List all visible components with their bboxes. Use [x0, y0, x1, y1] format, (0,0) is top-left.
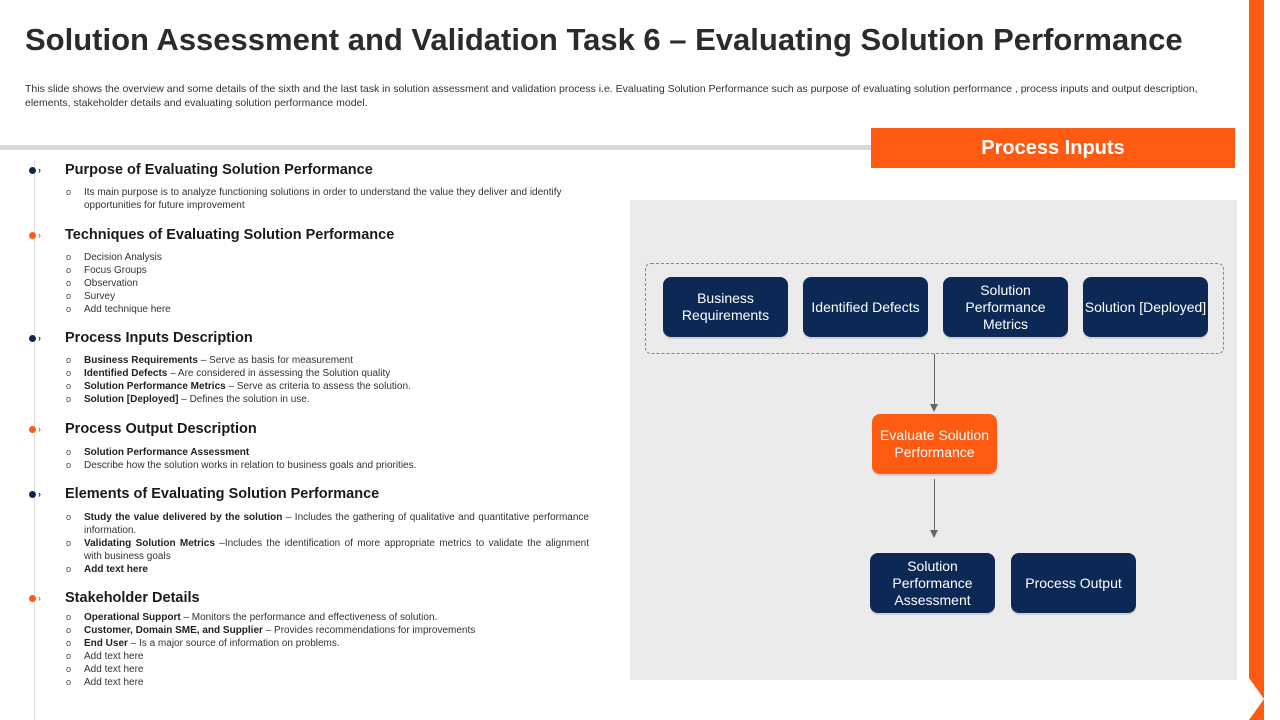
- input-node-business-requirements: Business Requirements: [663, 277, 788, 337]
- marker-dot: [29, 232, 36, 239]
- marker-chevron-icon: ›: [38, 165, 41, 175]
- arrow-down-icon: [930, 404, 938, 412]
- section-marker-icon: [29, 166, 43, 176]
- input-node-solution-deployed: Solution [Deployed]: [1083, 277, 1208, 337]
- section-list: [66, 611, 589, 689]
- process-inputs-banner: Process Inputs: [871, 128, 1235, 168]
- bullet-icon: o: [66, 612, 72, 622]
- bullet-icon: o: [66, 381, 72, 391]
- list-item: o Its main purpose is to analyze functioning solutions in order to understand the value they deliver and identify opportunities for future improvement: [66, 187, 562, 211]
- section-list: [66, 186, 589, 212]
- process-node-evaluate: Evaluate Solution Performance: [872, 414, 997, 474]
- list-item: o Validating Solution Metrics –Includes the identification of more appropriate metrics to validate the alignment with business goals: [66, 538, 589, 562]
- section-marker-icon: [29, 594, 43, 604]
- list-item: o Add text here: [66, 564, 148, 575]
- bullet-icon: o: [66, 394, 72, 404]
- section-list: [66, 511, 589, 576]
- bullet-icon: o: [66, 638, 72, 648]
- section-marker-icon: [29, 231, 43, 241]
- output-node-solution-performance-assessment: Solution Performance Assessment: [870, 553, 995, 613]
- right-accent-bar: [1249, 0, 1264, 720]
- section-heading: Stakeholder Details: [65, 590, 200, 606]
- marker-dot: [29, 335, 36, 342]
- input-node-solution-performance-metrics: Solution Performance Metrics: [943, 277, 1068, 337]
- list-item: o Solution Performance Assessment: [66, 447, 250, 458]
- list-item: o Identified Defects – Are considered in assessing the Solution quality: [66, 368, 391, 379]
- marker-chevron-icon: ›: [38, 489, 41, 499]
- bullet-icon: o: [66, 187, 72, 197]
- list-item: o Observation: [66, 278, 138, 289]
- section-heading: Process Output Description: [65, 421, 257, 437]
- connector-line: [934, 354, 935, 404]
- output-node-process-output: Process Output: [1011, 553, 1136, 613]
- section-list: [66, 251, 589, 316]
- bullet-icon: o: [66, 355, 72, 365]
- list-item: o Solution Performance Metrics – Serve as criteria to assess the solution.: [66, 381, 411, 392]
- bullet-icon: o: [66, 460, 72, 470]
- section-list: [66, 354, 589, 406]
- bullet-icon: o: [66, 677, 72, 687]
- list-item: o Add technique here: [66, 304, 171, 315]
- list-item: o Describe how the solution works in relation to business goals and priorities.: [66, 460, 417, 471]
- bullet-icon: o: [66, 651, 72, 661]
- section-marker-icon: [29, 490, 43, 500]
- bullet-icon: o: [66, 512, 72, 522]
- section-heading: Techniques of Evaluating Solution Performance: [65, 227, 395, 243]
- bullet-icon: o: [66, 278, 72, 288]
- bullet-icon: o: [66, 265, 72, 275]
- bullet-icon: o: [66, 625, 72, 635]
- section-heading: Elements of Evaluating Solution Performance: [65, 486, 380, 502]
- bullet-icon: o: [66, 564, 72, 574]
- list-item: o Focus Groups: [66, 265, 147, 276]
- bullet-icon: o: [66, 304, 72, 314]
- bullet-icon: o: [66, 368, 72, 378]
- timeline-line: [34, 160, 35, 720]
- bullet-icon: o: [66, 291, 72, 301]
- arrow-down-icon: [930, 530, 938, 538]
- header-divider: [0, 145, 871, 150]
- list-item: o Business Requirements – Serve as basis for measurement: [66, 355, 354, 366]
- marker-chevron-icon: ›: [38, 593, 41, 603]
- bullet-icon: o: [66, 664, 72, 674]
- corner-chevron-icon: [1249, 678, 1264, 720]
- section-list: [66, 446, 589, 472]
- connector-line: [934, 479, 935, 530]
- list-item: o Decision Analysis: [66, 252, 162, 263]
- list-item: o Solution [Deployed] – Defines the solution in use.: [66, 394, 310, 405]
- list-item: o Add text here: [66, 664, 144, 675]
- list-item: o Operational Support – Monitors the performance and effectiveness of solution.: [66, 612, 438, 623]
- marker-dot: [29, 491, 36, 498]
- section-heading: Purpose of Evaluating Solution Performance: [65, 162, 373, 178]
- marker-dot: [29, 595, 36, 602]
- bullet-icon: o: [66, 447, 72, 457]
- page-title: Solution Assessment and Validation Task 6 – Evaluating Solution Performance: [25, 22, 1183, 57]
- list-item: o End User – Is a major source of information on problems.: [66, 638, 340, 649]
- section-marker-icon: [29, 425, 43, 435]
- list-item: o Add text here: [66, 677, 144, 688]
- section-heading: Process Inputs Description: [65, 330, 253, 346]
- page-subtitle: This slide shows the overview and some details of the sixth and the last task in solution assessment and validation process i.e. Evaluating Solution Performance such as purpose of evaluating solution performance , process inputs and output description, elements, stakeholder details and evaluating solution performance model.: [25, 83, 1198, 109]
- input-node-identified-defects: Identified Defects: [803, 277, 928, 337]
- marker-chevron-icon: ›: [38, 424, 41, 434]
- list-item: o Customer, Domain SME, and Supplier – Provides recommendations for improvements: [66, 625, 476, 636]
- list-item: o Survey: [66, 291, 116, 302]
- bullet-icon: o: [66, 252, 72, 262]
- marker-dot: [29, 426, 36, 433]
- section-marker-icon: [29, 334, 43, 344]
- marker-chevron-icon: ›: [38, 230, 41, 240]
- list-item: o Study the value delivered by the solution – Includes the gathering of qualitative and quantitative performance information.: [66, 512, 589, 536]
- list-item: o Add text here: [66, 651, 144, 662]
- marker-chevron-icon: ›: [38, 333, 41, 343]
- bullet-icon: o: [66, 538, 72, 548]
- marker-dot: [29, 167, 36, 174]
